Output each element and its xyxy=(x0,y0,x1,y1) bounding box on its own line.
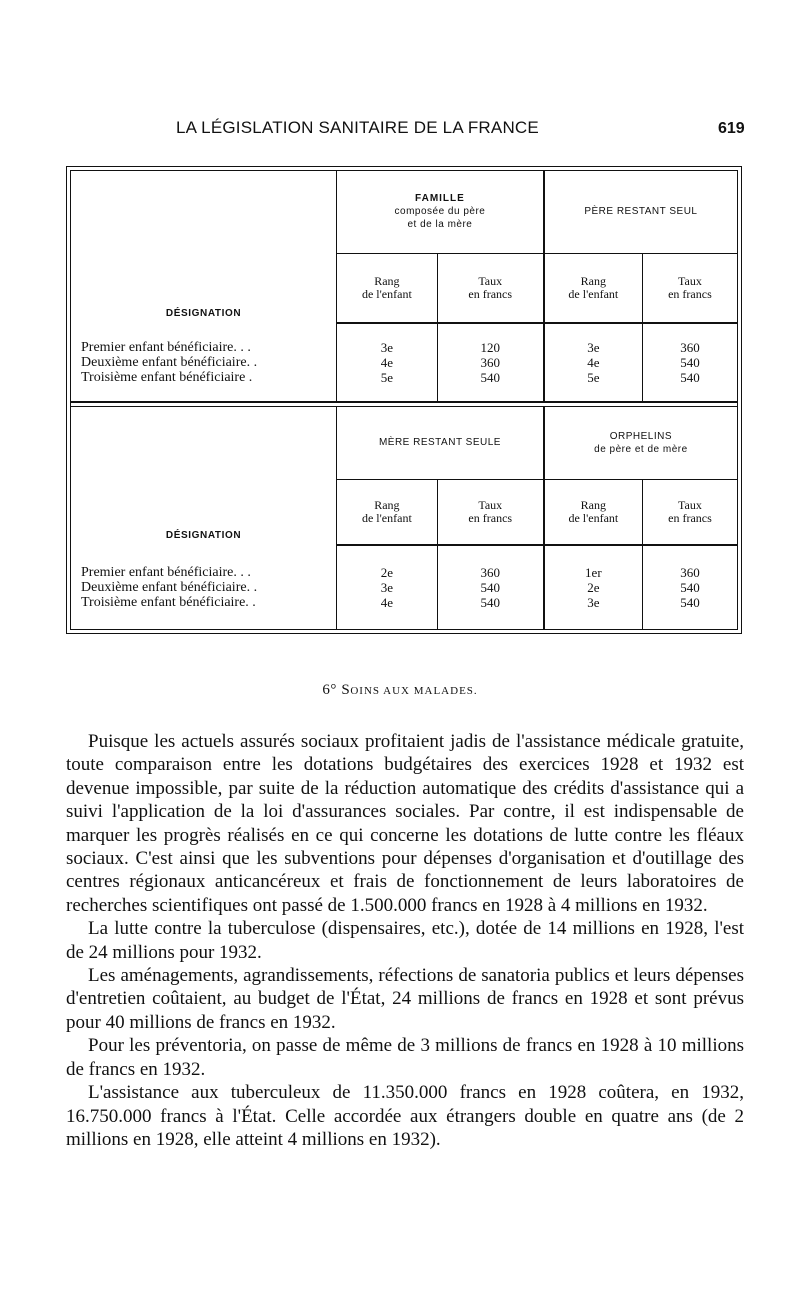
paragraph: La lutte contre la tuberculose (dispensaires, etc.), dotée de 14 millions en 1928, l'est de 24 millions pour 1932. xyxy=(66,918,744,963)
col-taux: 360 540 540 xyxy=(642,545,737,629)
subheader-taux: Taux en francs xyxy=(642,253,737,323)
running-title: LA LÉGISLATION SANITAIRE DE LA FRANCE xyxy=(176,118,539,137)
subheader-taux: Taux en francs xyxy=(437,479,544,545)
table-row-label: Deuxième enfant bénéficiaire. . xyxy=(81,579,258,595)
subheader-taux: Taux en francs xyxy=(642,479,737,545)
col-rang: 2e 3e 4e xyxy=(380,565,394,610)
designation-header: DÉSIGNATION xyxy=(71,171,337,323)
group-header-orphelins: ORPHELINS de père et de mère xyxy=(544,407,737,479)
subheader-rang: Rang de l'enfant xyxy=(544,479,643,545)
table-body xyxy=(71,545,737,629)
paragraph: Les aménagements, agrandissements, réfections de sanatoria publics et leurs dépenses d'entretien coûtaient, au budget de l'État, 24 millions de francs en 1928 et sont prévus pour 40 millions de francs en 1932. xyxy=(66,965,744,1033)
col-rang: 1er 2e 3e xyxy=(544,545,643,629)
paragraph: Pour les préventoria, on passe de même de 3 millions de francs en 1928 à 10 millions de francs en 1932. xyxy=(66,1035,744,1080)
paragraph: Puisque les actuels assurés sociaux profitaient jadis de l'assistance médicale gratuite, toute comparaison entre les dotations budgétaires des exercices 1928 et 1932 est devenue impossible, par suite de la réduction automatique des crédits d'assistance qui a suivi l'application de la loi d'assurances sociales. Par contre, il est indispensable de marquer les progrès réalisés en ce qui concerne les dotations de lutte contre les fléaux sociaux. C'est ainsi que les subventions pour dépenses d'organisation et d'outillage des centres régionaux anticancéreux et frais de fonctionnement de leurs laboratoires de recherches scientifiques ont passé de 1.500.000 francs en 1928 à 4 millions en 1932. xyxy=(66,731,744,916)
group-header-pere-seul: PÈRE RESTANT SEUL xyxy=(544,171,737,253)
page-number: 619 xyxy=(718,120,745,137)
group-header-mere-seule: MÈRE RESTANT SEULE xyxy=(337,407,544,479)
col-taux: 360 540 540 xyxy=(437,545,544,629)
paragraph: L'assistance aux tuberculeux de 11.350.000 francs en 1928 coûtera, en 1932, 16.750.000 francs à l'État. Celle accordée aux étrangers double en quatre ans (de 2 millions en 1928, elle atteint 4 millions en 1932). xyxy=(66,1082,744,1150)
table-row-label: Premier enfant bénéficiaire. . . xyxy=(81,339,251,355)
running-head xyxy=(0,118,800,142)
col-rang: 3e 4e 5e xyxy=(544,323,643,401)
section-title-rest: OINS AUX MALADES. xyxy=(350,685,478,697)
subheader-taux: Taux en francs xyxy=(437,253,544,323)
col-taux: 360 540 540 xyxy=(642,323,737,401)
section-number: 6° xyxy=(322,682,338,698)
section-title-initial: S xyxy=(341,682,351,698)
row-labels xyxy=(71,545,337,629)
row-labels xyxy=(71,323,337,401)
table-row-label: Troisième enfant bénéficiaire . xyxy=(81,369,253,385)
body-text xyxy=(66,730,744,1151)
tables-frame xyxy=(66,166,742,634)
table-row-label: Troisième enfant bénéficiaire. . xyxy=(81,594,256,610)
subheader-rang: Rang de l'enfant xyxy=(337,253,438,323)
allocation-table-2 xyxy=(71,407,737,629)
designation-header: DÉSIGNATION xyxy=(71,407,337,545)
tables-inner-frame xyxy=(70,170,738,630)
subheader-rang: Rang de l'enfant xyxy=(337,479,438,545)
col-taux: 120 360 540 xyxy=(437,323,544,401)
table-body xyxy=(71,323,737,401)
table-row-label: Premier enfant bénéficiaire. . . xyxy=(81,564,251,580)
section-title xyxy=(0,682,800,699)
group-header-famille: FAMILLE composée du père et de la mère xyxy=(337,171,544,253)
allocation-table-1 xyxy=(71,171,737,401)
col-rang: 3e 4e 5e xyxy=(380,340,394,385)
subheader-rang: Rang de l'enfant xyxy=(544,253,643,323)
table-row-label: Deuxième enfant bénéficiaire. . xyxy=(81,354,258,370)
